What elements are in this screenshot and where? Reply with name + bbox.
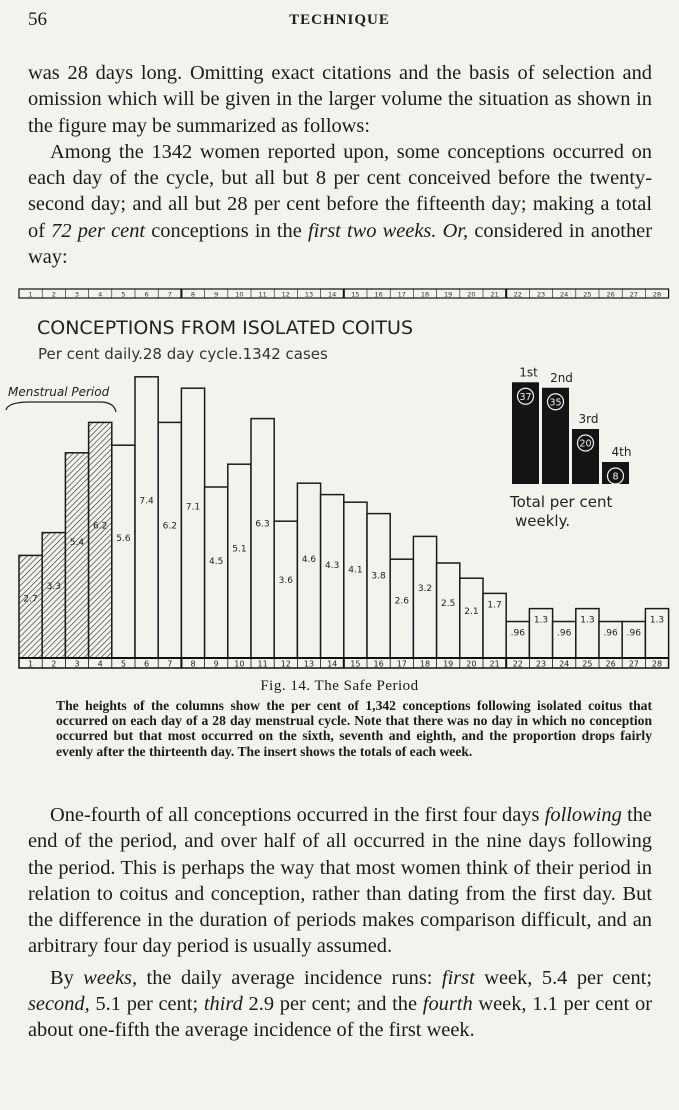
figure-caption-label: Fig. 14. The Safe Period — [260, 678, 419, 694]
closing-paragraph-2: By weeks, the daily average incidence runs: first week, 5.4 per cent; second, 5.1 per cent; third 2.9 per cent; and the fourth week, 1.1 per cent or about one-fifth the average incidence of the first week. — [28, 966, 652, 1042]
day-bar-27 — [622, 622, 645, 658]
day-bar-5 — [112, 445, 135, 658]
day-bar-22 — [506, 622, 529, 658]
day-bar-15 — [344, 502, 367, 658]
top-ruler-day-25: 25 — [583, 290, 592, 299]
day-bar-3 — [65, 453, 88, 658]
day-bar-12 — [274, 521, 297, 658]
bottom-axis-day-2: 2 — [51, 659, 57, 669]
bottom-axis-day-8: 8 — [190, 659, 196, 669]
day-bar-label-7: 6.2 — [162, 521, 177, 532]
closing-text — [28, 802, 652, 1044]
day-bar-label-23: 1.3 — [533, 615, 549, 626]
day-bar-14 — [321, 495, 344, 658]
day-bar-26 — [599, 622, 622, 658]
day-bar-label-10: 5.1 — [232, 544, 247, 555]
day-bar-label-6: 7.4 — [139, 496, 154, 507]
top-ruler-day-10: 10 — [235, 290, 244, 299]
day-bar-label-25: 1.3 — [580, 615, 595, 626]
insert-label-line2: weekly. — [515, 512, 571, 530]
day-bar-label-11: 6.3 — [255, 519, 270, 530]
figure-title: CONCEPTIONS FROM ISOLATED COITUS — [37, 317, 414, 339]
top-ruler-day-12: 12 — [281, 290, 290, 299]
weekly-bar-value-4th: 8 — [612, 471, 619, 483]
day-bar-16 — [367, 514, 390, 658]
bottom-axis-day-23: 23 — [535, 659, 547, 669]
bottom-axis-day-12: 12 — [280, 659, 291, 669]
top-ruler-day-21: 21 — [490, 290, 499, 299]
top-ruler-day-15: 15 — [351, 290, 360, 299]
bottom-axis-day-28: 28 — [651, 659, 663, 669]
day-bar-20 — [460, 578, 483, 658]
day-bar-label-19: 2.5 — [441, 598, 456, 609]
day-bar-10 — [228, 464, 251, 658]
daily-bars — [19, 377, 669, 658]
bottom-axis-day-3: 3 — [74, 659, 80, 669]
day-bar-label-27: .96 — [626, 628, 641, 639]
bottom-axis-day-4: 4 — [97, 659, 103, 669]
weekly-bar-value-2nd: 35 — [549, 397, 562, 409]
day-bar-label-18: 3.2 — [417, 584, 433, 595]
day-bar-label-17: 2.6 — [394, 596, 409, 607]
day-bar-label-22: .96 — [510, 628, 525, 639]
top-ruler-day-26: 26 — [606, 290, 615, 299]
weekly-insert — [512, 365, 631, 484]
top-ruler-day-6: 6 — [144, 290, 149, 299]
weekly-bar-category-4th: 4th — [611, 445, 632, 459]
top-ruler-day-1: 1 — [28, 290, 33, 299]
day-bar-label-12: 3.6 — [278, 575, 293, 586]
top-ruler-day-9: 9 — [214, 290, 219, 299]
day-bar-label-8: 7.1 — [185, 502, 201, 513]
bottom-axis-day-16: 16 — [373, 659, 384, 669]
bottom-axis-day-18: 18 — [419, 659, 431, 669]
day-bar-2 — [42, 533, 65, 658]
bottom-axis-day-11: 11 — [257, 659, 268, 669]
top-ruler-day-7: 7 — [167, 290, 172, 299]
menstrual-period-bracket — [6, 402, 116, 412]
top-ruler-day-19: 19 — [444, 290, 453, 299]
day-bar-label-5: 5.6 — [116, 533, 131, 544]
intro-paragraph-1: was 28 days long. Omitting exact citations and the basis of selection and omission which will be given in the larger volume the situation as shown in the figure may be summarized as follows: — [28, 62, 652, 137]
day-bar-13 — [297, 483, 320, 658]
bottom-axis-day-17: 17 — [396, 659, 407, 669]
day-bar-18 — [413, 536, 436, 658]
figure-caption-text: The heights of the columns show the per cent of 1,342 conceptions following isolated coitus that occurred on each day of a 28 day menstrual cycle. Note that there was no day in which no conception occurred but that most occurred on the sixth, seventh and eighth, and the proportion drops fairly evenly after the thirteenth day. The insert shows the totals of each week. — [56, 698, 652, 759]
bottom-axis-day-10: 10 — [234, 659, 245, 669]
top-ruler-day-20: 20 — [467, 290, 476, 299]
top-ruler-day-14: 14 — [328, 290, 337, 299]
bottom-axis-day-14: 14 — [327, 659, 338, 669]
day-bar-label-26: .96 — [603, 628, 618, 639]
top-ruler-day-2: 2 — [51, 290, 56, 299]
bottom-day-axis — [19, 658, 669, 669]
top-day-ruler — [19, 289, 669, 299]
top-ruler-day-17: 17 — [397, 290, 406, 299]
bottom-axis-day-15: 15 — [350, 659, 361, 669]
day-bar-24 — [553, 622, 576, 658]
day-bar-label-24: .96 — [557, 628, 572, 639]
bottom-axis-day-19: 19 — [443, 659, 454, 669]
bottom-axis-day-24: 24 — [559, 659, 570, 669]
running-head: TECHNIQUE — [289, 12, 390, 28]
bottom-axis-day-27: 27 — [628, 659, 639, 669]
day-bar-11 — [251, 419, 274, 658]
bottom-axis-day-9: 9 — [213, 659, 219, 669]
top-ruler-day-5: 5 — [121, 290, 126, 299]
day-bar-label-4: 6.2 — [93, 521, 108, 532]
day-bar-label-13: 4.6 — [301, 554, 317, 565]
day-bar-6 — [135, 377, 158, 658]
day-bar-label-2: 3.3 — [46, 582, 61, 593]
bottom-axis-day-25: 25 — [582, 659, 593, 669]
weekly-bar-category-3rd: 3rd — [578, 412, 599, 426]
figure-subtitle: Per cent daily.28 day cycle.1342 cases — [38, 345, 328, 363]
top-ruler-day-22: 22 — [513, 290, 522, 299]
bottom-axis-day-6: 6 — [144, 659, 150, 669]
top-ruler-day-4: 4 — [98, 290, 103, 299]
intro-paragraph-2: Among the 1342 women reported upon, some conceptions occurred on each day of the cycle, but all but 8 per cent conceived before the twenty-second day; and all but 28 per cent before the fifteenth day; making a total of 72 per cent conceptions in the first two weeks. Or, considered in another way: — [28, 140, 653, 269]
day-bar-19 — [437, 563, 460, 658]
day-bar-label-20: 2.1 — [464, 607, 479, 618]
day-bar-label-9: 4.5 — [209, 556, 224, 567]
day-bar-8 — [181, 388, 204, 658]
day-bar-label-3: 5.4 — [69, 538, 85, 549]
bottom-axis-day-21: 21 — [489, 659, 500, 669]
insert-label-line1: Total per cent — [510, 493, 613, 511]
day-bar-label-14: 4.3 — [325, 561, 340, 572]
page-number: 56 — [28, 9, 47, 30]
bottom-axis-day-1: 1 — [28, 659, 34, 669]
day-bar-9 — [205, 487, 228, 658]
weekly-bar-value-1st: 37 — [519, 391, 532, 403]
top-ruler-day-18: 18 — [420, 290, 430, 299]
bottom-axis-day-7: 7 — [167, 659, 173, 669]
closing-paragraph-1: One-fourth of all conceptions occurred in the first four days following the end of the period, and over half of all occurred in the nine days following the period. This is perhaps the way that most women think of their period in relation to coitus and conception, rather than dating from the first day. But the difference in the duration of periods makes comparison difficult, and an arbitrary four day period is usually assumed. — [28, 804, 652, 958]
day-bar-label-16: 3.8 — [371, 571, 386, 582]
weekly-bar-category-1st: 1st — [519, 365, 538, 380]
bottom-axis-day-20: 20 — [466, 659, 477, 669]
day-bar-label-1: 2.7 — [23, 594, 38, 605]
top-ruler-day-28: 28 — [652, 290, 662, 299]
top-ruler-day-8: 8 — [190, 290, 196, 299]
bottom-axis-day-13: 13 — [303, 659, 315, 669]
day-bar-4 — [89, 422, 112, 658]
top-ruler-day-23: 23 — [536, 290, 546, 299]
top-ruler-day-13: 13 — [304, 290, 314, 299]
day-bar-label-15: 4.1 — [348, 565, 363, 576]
bottom-axis-day-5: 5 — [120, 659, 126, 669]
menstrual-period-label: Menstrual Period — [8, 385, 110, 399]
day-bar-label-21: 1.7 — [487, 600, 502, 611]
day-bar-label-28: 1.3 — [649, 615, 665, 626]
top-ruler-day-16: 16 — [374, 290, 383, 299]
day-bar-17 — [390, 559, 413, 658]
top-ruler-day-11: 11 — [258, 290, 267, 299]
bottom-axis-day-22: 22 — [512, 659, 523, 669]
top-ruler-day-3: 3 — [74, 290, 80, 299]
top-ruler-day-27: 27 — [629, 290, 638, 299]
weekly-bar-category-2nd: 2nd — [550, 370, 573, 385]
day-bar-7 — [158, 422, 181, 658]
day-bar-1 — [19, 555, 42, 658]
bottom-axis-day-26: 26 — [605, 659, 616, 669]
weekly-bar-value-3rd: 20 — [579, 438, 592, 450]
top-ruler-day-24: 24 — [560, 290, 569, 299]
